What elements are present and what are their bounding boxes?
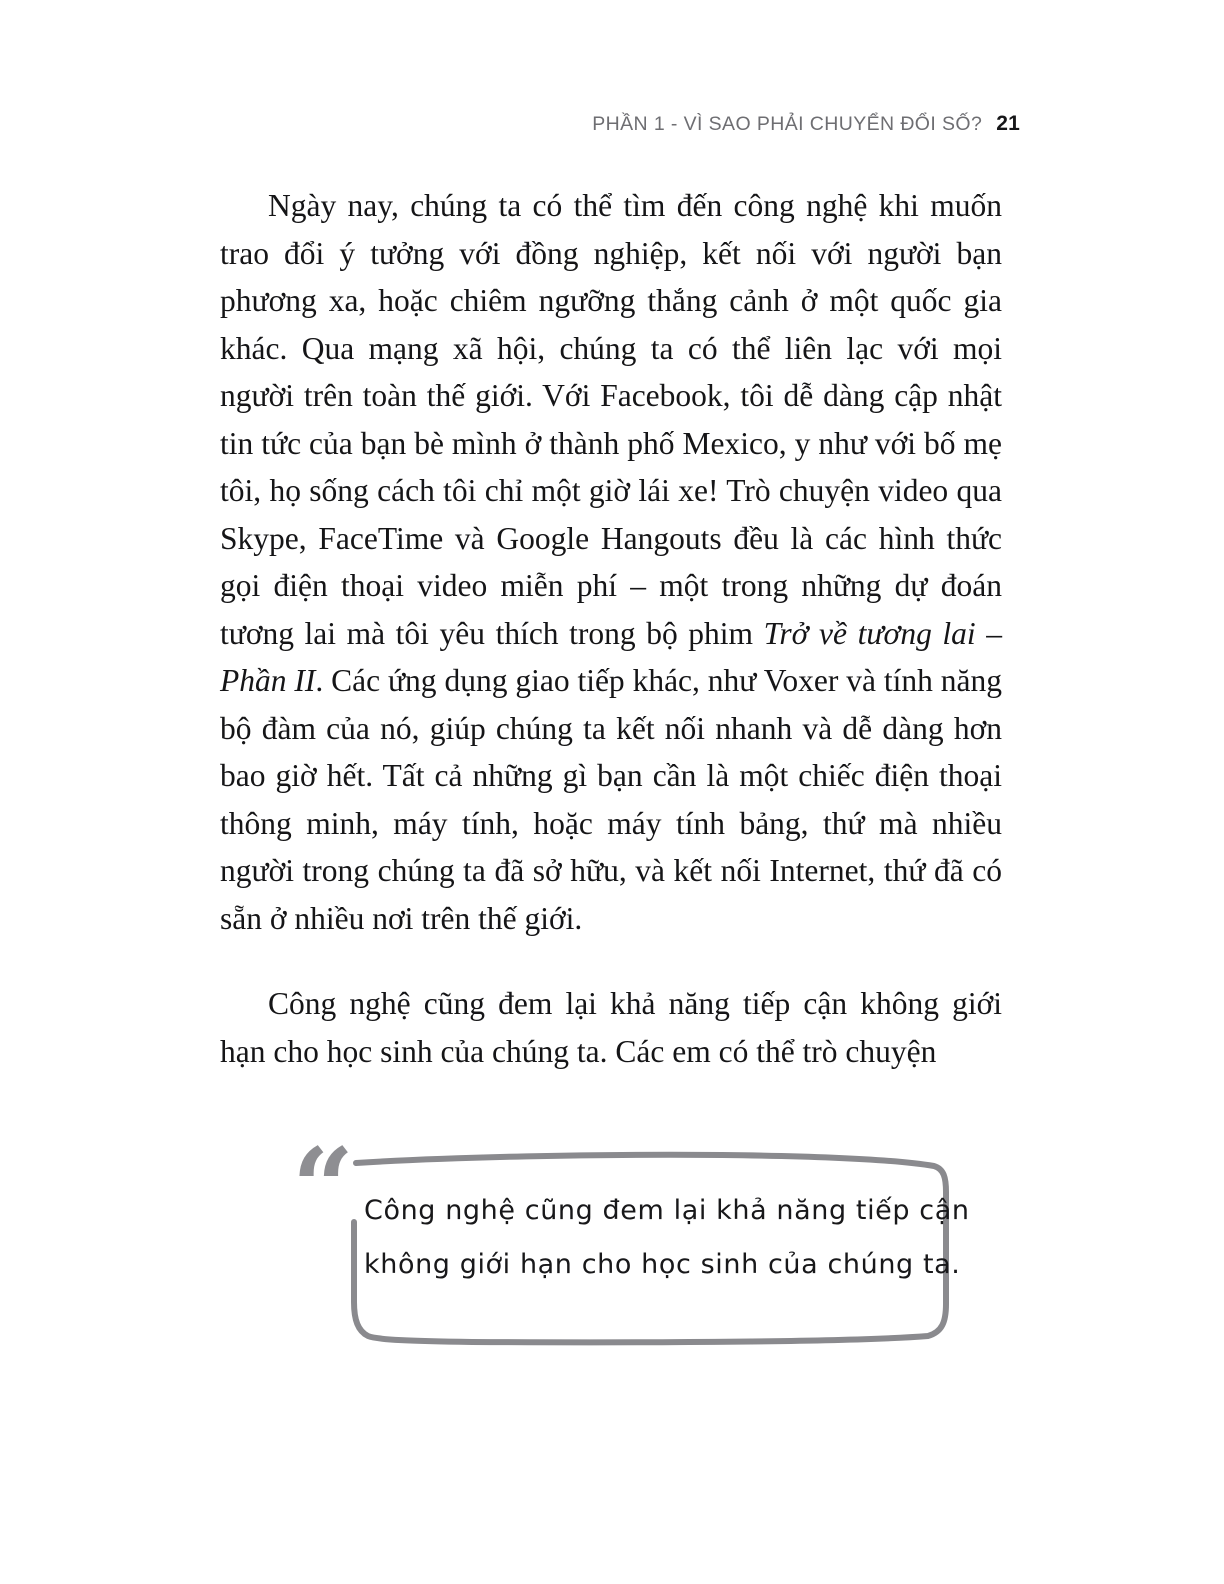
text-run-italic: Trở về tương lai – Phần II [220, 615, 1002, 698]
running-head-title: PHẦN 1 - VÌ SAO PHẢI CHUYỂN ĐỔI SỐ? [592, 113, 983, 135]
quote-mark-icon: “ [292, 1125, 355, 1251]
running-head [220, 112, 1020, 142]
body-paragraph-1 [220, 182, 1002, 942]
body-text-column [220, 182, 1002, 1075]
text-run-normal: Ngày nay, chúng ta có thể tìm đến công nghệ khi muốn trao đổi ý tưởng với đồng nghiệp, kết nối với người bạn phương xa, hoặc chiêm ngưỡng thắng cảnh ở một quốc gia khác. Qua mạng xã hội, chúng ta có thể liên lạc với mọi người trên toàn thế giới. Với Facebook, tôi dễ dàng cập nhật tin tức của bạn bè mình ở thành phố Mexico, y như với bố mẹ tôi, họ sống cách tôi chỉ một giờ lái xe! Trò chuyện video qua Skype, FaceTime và Google Hangouts đều là các hình thức gọi điện thoại video miễn phí – một trong những dự đoán tương lai mà tôi yêu thích trong bộ phim [220, 188, 1002, 651]
page-number: 21 [996, 112, 1020, 135]
body-paragraph-2 [220, 980, 1002, 1075]
pullquote-line-2: không giới hạn cho học sinh của chúng ta. [364, 1249, 961, 1280]
text-run-normal: . Các ứng dụng giao tiếp khác, như Voxer và tính năng bộ đàm của nó, giúp chúng ta kết nối nhanh và dễ dàng hơn bao giờ hết. Tất cả những gì bạn cần là một chiếc điện thoại thông minh, máy tính, hoặc máy tính bảng, thứ mà nhiều người trong chúng ta đã sở hữu, và kết nối Internet, thứ đã có sẵn ở nhiều nơi trên thế giới. [220, 663, 1002, 936]
text-run-normal: Công nghệ cũng đem lại khả năng tiếp cận không giới hạn cho học sinh của chúng ta. Các em có thể trò chuyện [220, 986, 1002, 1069]
pullquote-text [364, 1184, 970, 1292]
pullquote-line-1: Công nghệ cũng đem lại khả năng tiếp cận [364, 1195, 970, 1226]
pullquote-callout [292, 1125, 970, 1348]
